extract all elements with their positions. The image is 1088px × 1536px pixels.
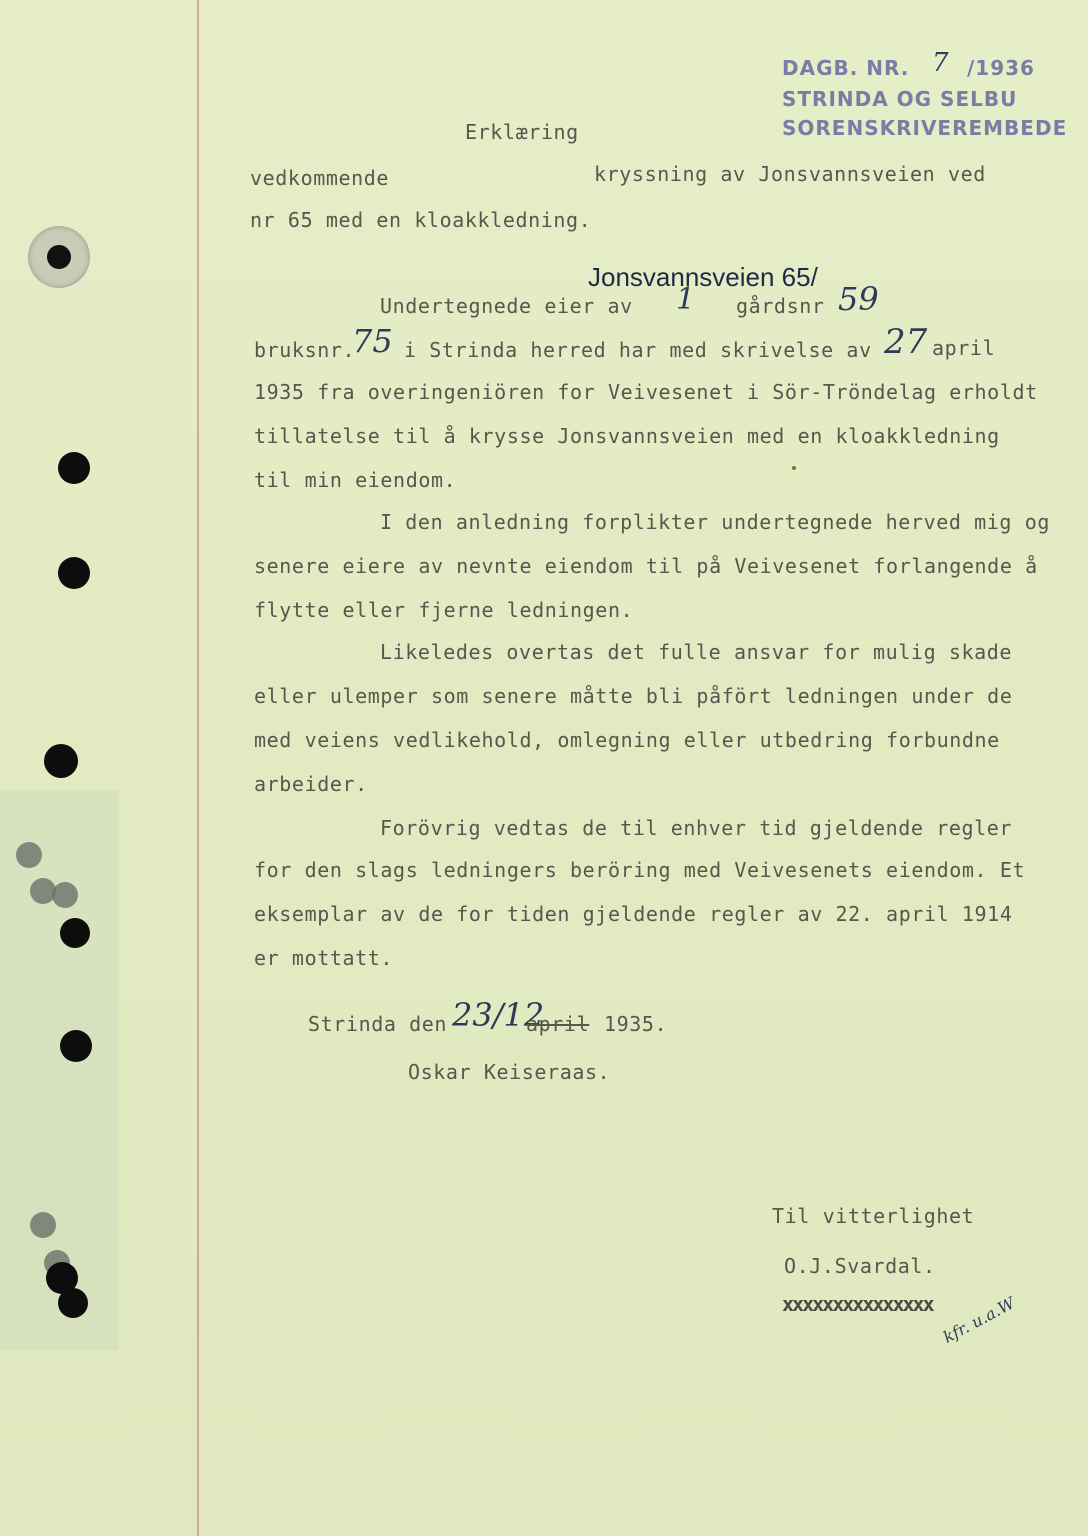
body-line-3: 1935 fra overingeniören for Veivesenet i Sör-Tröndelag erholdt	[254, 380, 1038, 404]
stamp-prefix: DAGB. NR.	[782, 56, 910, 80]
date-year: 1935.	[604, 1012, 668, 1036]
punch-hole	[30, 1212, 56, 1238]
handwritten-address: Jonsvannsveien 65/	[588, 262, 818, 292]
handwritten-day: 27	[884, 322, 928, 362]
margin-line	[197, 0, 199, 1536]
registry-stamp-line2: STRINDA OG SELBU	[782, 87, 1018, 111]
body-line-15: eksemplar av de for tiden gjeldende regler av 22. april 1914	[254, 902, 1013, 926]
body-text: Undertegnede eier av	[380, 294, 633, 318]
handwritten-annotation: kfr. u.a.W	[940, 1293, 1018, 1347]
punch-hole	[58, 1288, 88, 1318]
body-line-14: for den slags ledningers beröring med Veivesenets eiendom. Et	[254, 858, 1026, 882]
punch-hole	[58, 452, 90, 484]
body-line-5: til min eiendom.	[254, 468, 457, 492]
punch-hole-ring	[28, 226, 90, 288]
body-line-6: I den anledning forplikter undertegnede herved mig og	[380, 510, 1050, 534]
body-line-12: arbeider.	[254, 772, 368, 796]
body-line-7: senere eiere av nevnte eiendom til på Veivesenet forlangende å	[254, 554, 1038, 578]
handwritten-bruksnr: 75	[352, 322, 393, 360]
body-line-1	[380, 294, 633, 318]
document-title: Erklæring	[465, 120, 579, 144]
crossed-out-text: xxxxxxxxxxxxxxx	[782, 1292, 933, 1316]
struck-month: april	[526, 1012, 590, 1036]
handwritten-lot: 1	[676, 282, 696, 317]
ink-dot	[792, 466, 796, 470]
punch-hole	[60, 1030, 92, 1062]
body-line-10: eller ulemper som senere måtte bli påfört ledningen under de	[254, 684, 1013, 708]
punch-hole	[52, 882, 78, 908]
stamp-year: /1936	[967, 56, 1035, 80]
body-line-13: Forövrig vedtas de til enhver tid gjeldende regler	[380, 816, 1013, 840]
body-line-16: er mottatt.	[254, 946, 394, 970]
body-line-2: i Strinda herred har med skrivelse av	[404, 338, 872, 362]
date-place: Strinda den	[308, 1012, 448, 1036]
body-line-9: Likeledes overtas det fulle ansvar for mulig skade	[380, 640, 1013, 664]
body-month: april	[932, 336, 996, 360]
body-line-8: flytte eller fjerne ledningen.	[254, 598, 634, 622]
punch-hole	[58, 557, 90, 589]
punch-hole	[16, 842, 42, 868]
body-bruksnr-label: bruksnr.	[254, 338, 356, 362]
witness-label: Til vitterlighet	[772, 1204, 975, 1228]
subject-line1-left: vedkommende	[250, 166, 390, 190]
body-line-4: tillatelse til å krysse Jonsvannsveien med en kloakkledning	[254, 424, 1000, 448]
subject-line1-right: kryssning av Jonsvannsveien ved	[594, 162, 986, 186]
signature-name: Oskar Keiseraas.	[408, 1060, 611, 1084]
punch-hole	[60, 918, 90, 948]
witness-name: O.J.Svardal.	[784, 1254, 936, 1278]
stamp-number-handwritten: 7	[932, 48, 950, 78]
registry-stamp-line1	[782, 48, 1035, 80]
body-line-11: med veiens vedlikehold, omlegning eller utbedring forbundne	[254, 728, 1000, 752]
subject-line2: nr 65 med en kloakkledning.	[250, 208, 592, 232]
handwritten-date: 23/12	[452, 996, 545, 1034]
punch-hole	[44, 744, 78, 778]
punch-hole-core	[47, 245, 71, 269]
handwritten-gardsnr: 59	[838, 280, 879, 318]
body-gardsnr-label: gårdsnr	[736, 294, 825, 318]
registry-stamp-line3: SORENSKRIVEREMBEDE	[782, 116, 1068, 140]
